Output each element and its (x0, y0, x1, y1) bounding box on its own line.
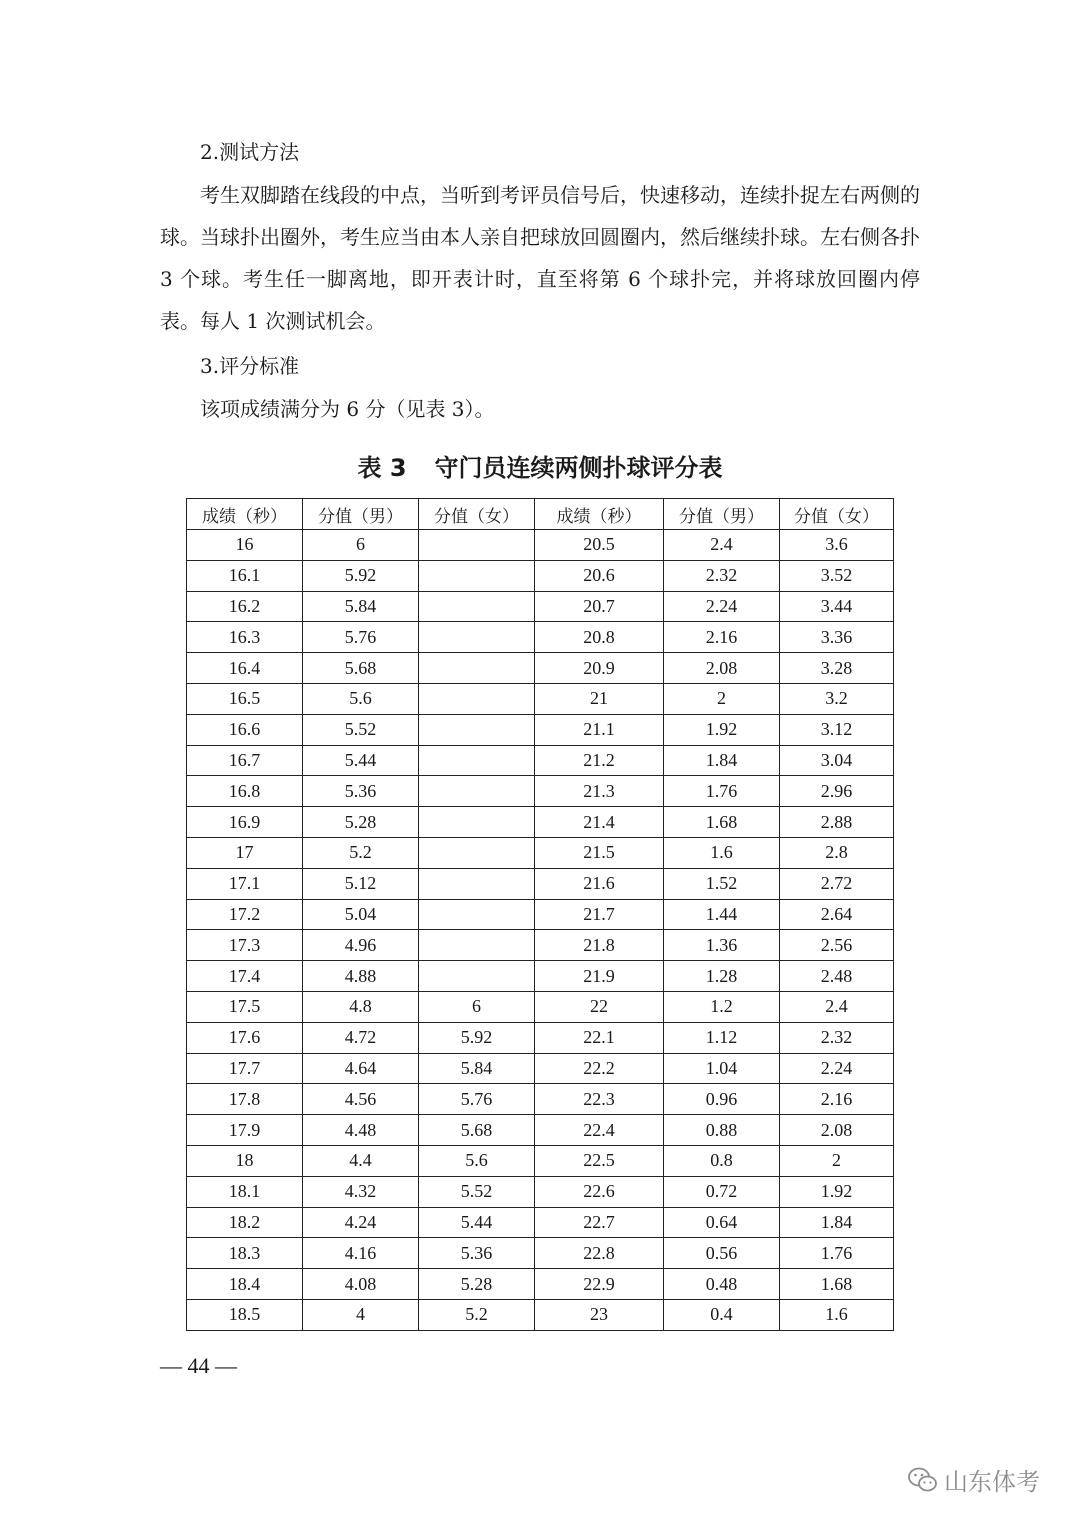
table-row (187, 776, 894, 807)
section-2-heading (160, 131, 920, 173)
table-cell (419, 714, 535, 745)
table-row (187, 1022, 894, 1053)
table-row (187, 899, 894, 930)
table-cell: 4 (303, 1299, 419, 1330)
table-cell (419, 745, 535, 776)
table-cell (419, 837, 535, 868)
table-cell: 1.68 (780, 1269, 894, 1300)
table-cell: 16.7 (187, 745, 303, 776)
table-cell: 5.68 (419, 1115, 535, 1146)
table-title-text: 守门员连续两侧扑球评分表 (434, 454, 723, 482)
table-cell: 20.5 (535, 530, 664, 561)
table-cell: 17.2 (187, 899, 303, 930)
table-row (187, 653, 894, 684)
table-cell: 1.04 (664, 1053, 780, 1084)
table-cell: 5.12 (303, 868, 419, 899)
table-cell: 1.28 (664, 961, 780, 992)
table-cell: 0.56 (664, 1238, 780, 1269)
table-cell: 2.88 (780, 807, 894, 838)
table-cell: 5.44 (419, 1207, 535, 1238)
table-cell (419, 868, 535, 899)
table-cell: 6 (419, 991, 535, 1022)
table-cell: 18.5 (187, 1299, 303, 1330)
table-cell: 2.24 (664, 591, 780, 622)
table-row (187, 1176, 894, 1207)
table-cell: 2.08 (780, 1115, 894, 1146)
table-cell: 0.88 (664, 1115, 780, 1146)
table-cell: 2.72 (780, 868, 894, 899)
full-score-text: 该项成绩满分为 6 分（见表 3）。 (200, 397, 495, 421)
table-cell: 4.24 (303, 1207, 419, 1238)
table-cell: 22.8 (535, 1238, 664, 1269)
table-cell: 22.3 (535, 1084, 664, 1115)
table-cell: 4.88 (303, 961, 419, 992)
table-cell: 21.7 (535, 899, 664, 930)
table-cell: 4.32 (303, 1176, 419, 1207)
table-cell: 5.28 (419, 1269, 535, 1300)
table-row (187, 683, 894, 714)
table-row (187, 591, 894, 622)
table-cell: 5.2 (419, 1299, 535, 1330)
table-row (187, 961, 894, 992)
table-cell: 2.16 (780, 1084, 894, 1115)
table-cell: 4.4 (303, 1145, 419, 1176)
table-row (187, 1207, 894, 1238)
table-cell: 16.4 (187, 653, 303, 684)
table-cell: 5.28 (303, 807, 419, 838)
table-cell: 21.2 (535, 745, 664, 776)
table-cell: 16.8 (187, 776, 303, 807)
table-cell (419, 591, 535, 622)
test-method-paragraph: 考生双脚踏在线段的中点，当听到考评员信号后，快速移动，连续扑捉左右两侧的球。当球扑出圈外，考生应当由本人亲自把球放回圆圈内，然后继续扑球。左右侧各扑 3 个球。考生任一脚离地，即开表计时，直至将第 6 个球扑完，并将球放回圈内停表。每人 1 次测试机会。 (160, 183, 920, 333)
table-body (187, 530, 894, 1331)
table-cell: 4.56 (303, 1084, 419, 1115)
table-cell: 17.6 (187, 1022, 303, 1053)
table-cell: 5.52 (303, 714, 419, 745)
column-header: 分值（男） (664, 499, 780, 530)
table-cell: 1.92 (664, 714, 780, 745)
table-cell: 17 (187, 837, 303, 868)
table-cell: 5.44 (303, 745, 419, 776)
table-cell: 6 (303, 530, 419, 561)
watermark (908, 1462, 1040, 1497)
section-2-heading-text: 2.测试方法 (200, 140, 300, 164)
table-row (187, 622, 894, 653)
table-cell: 22.9 (535, 1269, 664, 1300)
table-cell: 3.12 (780, 714, 894, 745)
table-cell: 2.08 (664, 653, 780, 684)
table-row (187, 530, 894, 561)
table-cell: 1.36 (664, 930, 780, 961)
table-cell: 0.64 (664, 1207, 780, 1238)
table-cell: 23 (535, 1299, 664, 1330)
table-cell: 3.04 (780, 745, 894, 776)
table-cell: 22 (535, 991, 664, 1022)
table-row (187, 837, 894, 868)
table-cell: 2.32 (780, 1022, 894, 1053)
table-cell: 4.96 (303, 930, 419, 961)
table-cell: 3.36 (780, 622, 894, 653)
table-cell: 17.9 (187, 1115, 303, 1146)
table-cell: 18.1 (187, 1176, 303, 1207)
table-cell (419, 622, 535, 653)
table-row (187, 807, 894, 838)
table-cell: 20.8 (535, 622, 664, 653)
table-cell: 2.8 (780, 837, 894, 868)
table-cell: 21.3 (535, 776, 664, 807)
page-number: — 44 — (160, 1353, 237, 1378)
table-cell (419, 683, 535, 714)
table-cell: 20.9 (535, 653, 664, 684)
table-cell: 4.8 (303, 991, 419, 1022)
table-cell: 4.64 (303, 1053, 419, 1084)
column-header: 分值（男） (303, 499, 419, 530)
table-row (187, 1299, 894, 1330)
wechat-icon (908, 1466, 938, 1494)
table-cell: 1.44 (664, 899, 780, 930)
table-cell: 21.9 (535, 961, 664, 992)
table-cell: 5.36 (419, 1238, 535, 1269)
table-cell: 5.92 (419, 1022, 535, 1053)
table-row (187, 930, 894, 961)
table-cell: 1.2 (664, 991, 780, 1022)
table-cell: 17.8 (187, 1084, 303, 1115)
table-cell: 1.52 (664, 868, 780, 899)
table-row (187, 745, 894, 776)
table-cell: 2 (780, 1145, 894, 1176)
table-cell (419, 530, 535, 561)
table-cell: 1.76 (780, 1238, 894, 1269)
table-cell: 0.96 (664, 1084, 780, 1115)
table-cell (419, 776, 535, 807)
table-cell: 16.5 (187, 683, 303, 714)
table-cell: 3.28 (780, 653, 894, 684)
table-cell: 4.72 (303, 1022, 419, 1053)
table-cell: 16.2 (187, 591, 303, 622)
table-cell: 17.3 (187, 930, 303, 961)
table-cell: 21.5 (535, 837, 664, 868)
table-cell: 5.68 (303, 653, 419, 684)
table-cell: 20.7 (535, 591, 664, 622)
table-row (187, 868, 894, 899)
table-cell: 0.72 (664, 1176, 780, 1207)
table-cell: 21.4 (535, 807, 664, 838)
table-cell: 1.84 (664, 745, 780, 776)
table-cell (419, 961, 535, 992)
table-cell: 4.08 (303, 1269, 419, 1300)
table-cell: 17.5 (187, 991, 303, 1022)
table-cell: 5.04 (303, 899, 419, 930)
table-cell (419, 899, 535, 930)
table-cell: 2.32 (664, 560, 780, 591)
table-cell: 2.48 (780, 961, 894, 992)
table-cell: 16.6 (187, 714, 303, 745)
table-cell: 5.36 (303, 776, 419, 807)
table-cell: 2.56 (780, 930, 894, 961)
table-header-row (187, 499, 894, 530)
table-cell: 18.4 (187, 1269, 303, 1300)
section-3-heading-text: 3.评分标准 (200, 354, 300, 378)
table-cell: 5.2 (303, 837, 419, 868)
column-header: 成绩（秒） (535, 499, 664, 530)
table-cell: 1.6 (664, 837, 780, 868)
table-number: 表 3 (357, 454, 407, 482)
table-row (187, 1053, 894, 1084)
table-cell: 21.8 (535, 930, 664, 961)
table-cell: 21.6 (535, 868, 664, 899)
table-cell: 5.84 (303, 591, 419, 622)
table-title (0, 446, 1080, 490)
table-cell: 2.24 (780, 1053, 894, 1084)
table-cell: 22.1 (535, 1022, 664, 1053)
table-cell: 5.6 (419, 1145, 535, 1176)
table-row (187, 1084, 894, 1115)
table-cell: 2.64 (780, 899, 894, 930)
table-cell: 1.76 (664, 776, 780, 807)
table-cell: 21.1 (535, 714, 664, 745)
table-cell: 3.2 (780, 683, 894, 714)
table-cell: 0.48 (664, 1269, 780, 1300)
table-cell: 22.4 (535, 1115, 664, 1146)
column-header: 成绩（秒） (187, 499, 303, 530)
table-row (187, 1269, 894, 1300)
table-cell: 16.1 (187, 560, 303, 591)
table-row (187, 1145, 894, 1176)
table-cell: 2.96 (780, 776, 894, 807)
table-cell: 4.48 (303, 1115, 419, 1146)
table-cell: 2.4 (664, 530, 780, 561)
table-row (187, 560, 894, 591)
table-cell (419, 560, 535, 591)
table-cell: 5.76 (419, 1084, 535, 1115)
table-cell: 2 (664, 683, 780, 714)
table-cell: 17.7 (187, 1053, 303, 1084)
table-cell: 2.4 (780, 991, 894, 1022)
table-cell (419, 807, 535, 838)
table-row (187, 1115, 894, 1146)
table-row (187, 714, 894, 745)
table-cell: 3.44 (780, 591, 894, 622)
table-cell: 17.1 (187, 868, 303, 899)
table-cell: 21 (535, 683, 664, 714)
table-cell: 5.52 (419, 1176, 535, 1207)
table-cell: 16.3 (187, 622, 303, 653)
table-cell: 22.7 (535, 1207, 664, 1238)
column-header: 分值（女） (780, 499, 894, 530)
table-cell: 17.4 (187, 961, 303, 992)
table-cell: 2.16 (664, 622, 780, 653)
table-cell: 22.2 (535, 1053, 664, 1084)
table-cell: 4.16 (303, 1238, 419, 1269)
table-cell: 16 (187, 530, 303, 561)
table-cell: 1.68 (664, 807, 780, 838)
table-cell: 1.84 (780, 1207, 894, 1238)
table-cell: 18.2 (187, 1207, 303, 1238)
table-cell: 5.92 (303, 560, 419, 591)
table-cell: 18.3 (187, 1238, 303, 1269)
table-cell: 1.92 (780, 1176, 894, 1207)
table-cell: 5.84 (419, 1053, 535, 1084)
table-cell: 16.9 (187, 807, 303, 838)
table-cell: 18 (187, 1145, 303, 1176)
table-cell: 5.6 (303, 683, 419, 714)
table-cell: 22.6 (535, 1176, 664, 1207)
table-cell: 1.6 (780, 1299, 894, 1330)
table-cell: 5.76 (303, 622, 419, 653)
watermark-text: 山东体考 (944, 1468, 1040, 1496)
table-cell: 20.6 (535, 560, 664, 591)
table-row (187, 991, 894, 1022)
table-cell: 22.5 (535, 1145, 664, 1176)
table-cell (419, 653, 535, 684)
table-cell: 1.12 (664, 1022, 780, 1053)
table-row (187, 1238, 894, 1269)
score-table (186, 498, 894, 1331)
table-cell: 3.52 (780, 560, 894, 591)
column-header: 分值（女） (419, 499, 535, 530)
table-cell (419, 930, 535, 961)
section-3-heading (160, 345, 920, 387)
table-cell: 0.8 (664, 1145, 780, 1176)
table-cell: 0.4 (664, 1299, 780, 1330)
table-cell: 3.6 (780, 530, 894, 561)
full-score-paragraph (160, 388, 920, 430)
